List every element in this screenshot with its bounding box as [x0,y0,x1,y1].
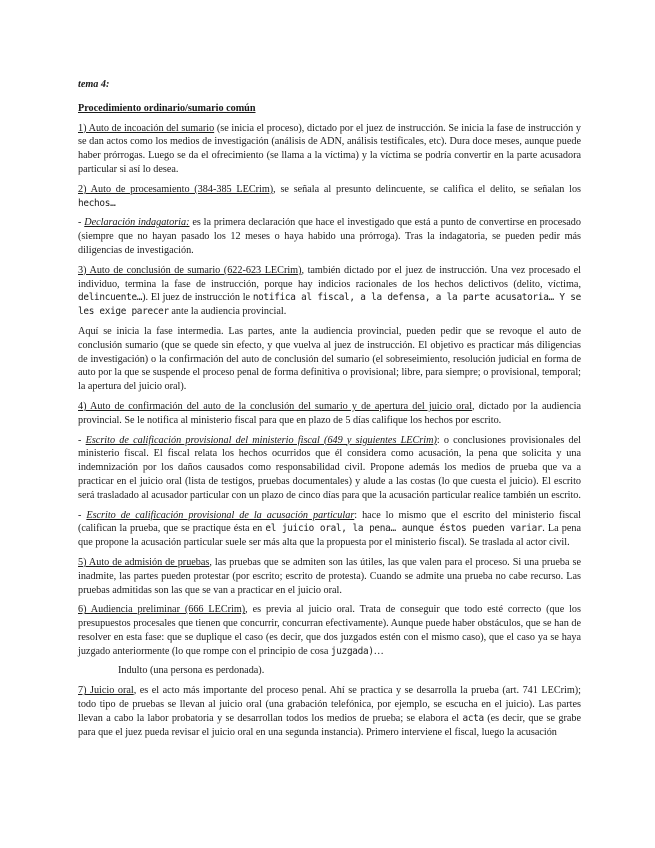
paragraph-text: : hace lo mismo que el escrito del ministerio fiscal (califican la prueba, que se practique ésta en [78,509,581,535]
paragraph-escrito-acusacion [78,509,581,550]
mono-text: juzgada) [330,645,374,657]
paragraph-text: , es previa al juicio oral. Trata de conseguir que todo esté correcto (que los presupuestos procesales que tienen que concurrir, concurran efectivamente). Aunque puede haber obstáculos, que se han de resolver en esta fase: que se duplique el caso (es decir, que dos juzgados estén con el mismo caso), que el caso ya se haya juzgado anteriormente (lo que rompe con el principio de cosa [78,604,581,657]
paragraph-text: . La pena que propone la acusación particular suele ser más alta que la propuesta por el ministerio fiscal). Se traslada al actor civil. [78,523,581,549]
paragraph-audiencia-preliminar [78,603,581,658]
document-page [78,78,581,745]
paragraph-text: … [373,645,384,657]
sub-label: Escrito de calificación provisional de la acusación particular [86,509,355,521]
paragraph-auto-conclusion [78,264,581,319]
paragraph-fase-intermedia: Aquí se inicia la fase intermedia. Las partes, ante la audiencia provincial, pueden pedir que se revoque el auto de conclusión sumario (que se quede sin efecto, y que vuelva al juez de instrucción. El objetivo es practicar más diligencias de investigación) o la confirmación del auto de conclusión del sumario (el sobreseimiento, resolución judicial en forma de auto por la que se suspende el proceso penal de forma definitiva o provisional; libre, para siempre; o provisional, temporal; la apertura del juicio oral). [78,325,581,393]
paragraph-text: , es el acto más importante del proceso penal. Ahí se practica y se desarrolla la prueba (art. 741 LECrim); todo tipo de pruebas se llevan al juicio oral (una grabación telefónica, por ejemplo, se escucha en el juicio). Las partes llevan a cabo la labor probatoria y se desarrollan todos los medios de prueba; se elabora el [78,685,581,724]
paragraph-auto-procesamiento [78,183,581,211]
dash: - [78,509,87,521]
document-title: tema 4: [78,79,110,90]
mono-text: el juicio oral, la pena… aunque éstos pueden variar [265,523,543,535]
paragraph-admision-pruebas [78,556,581,597]
section-heading: Procedimiento ordinario/sumario común [78,102,256,114]
paragraph-auto-incoacion [78,122,581,177]
mono-text: hechos… [78,197,116,209]
paragraph-text: , dictado por la audiencia provincial. Se le notifica al ministerio fiscal para que en plazo de 5 días califique los hechos por escrito. [78,400,581,426]
paragraph-text: (se inicia el proceso), dictado por el juez de instrucción. Se inicia la fase de instrucción y se dan actos como los medios de investigación (análisis de ADN, análisis testificales, etc). Dura doce meses, aunque puede haber prórrogas. Luego se da el ofrecimiento (se llama a la víctima) y la víctima se podría convertir en la parte acusadora particular si así lo desea. [78,122,581,175]
paragraph-auto-confirmacion [78,400,581,428]
step-label: 1) Auto de incoación del sumario [78,122,215,134]
step-label: 3) Auto de conclusión de sumario (622-623 LECrim) [78,264,302,276]
mono-text: notifica al fiscal, a la defensa, a la parte acusatoria… Y se les exige parecer [78,292,581,318]
paragraph-text: ). El juez de instrucción le [142,292,253,304]
step-label: 6) Audiencia preliminar (666 LECrim) [78,604,246,616]
paragraph-text: ante la audiencia provincial. [168,306,287,318]
step-label: 5) Auto de admisión de pruebas [78,556,210,568]
dash: - [78,434,86,446]
paragraph-text: , se señala al presunto delincuente, se califica el delito, se señalan los [273,183,581,195]
paragraph-text: , también dictado por el juez de instrucción. Una vez procesado el individuo, termina la fase de instrucción, porque hay indicios racionales de los hechos delictivos (delito, víctima, [78,264,581,290]
paragraph-indulto: Indulto (una persona es perdonada). [118,665,265,677]
step-label: 7) Juicio oral [78,685,134,697]
sub-label: Declaración indagatoria: [84,217,190,229]
mono-text: acta [462,712,484,724]
step-label: 4) Auto de confirmación del auto de la conclusión del sumario y de apertura del juicio oral [78,400,473,412]
dash: - [78,217,85,229]
step-label: 2) Auto de procesamiento (384-385 LECrim) [78,183,274,195]
paragraph-declaracion-indagatoria [78,216,581,257]
paragraph-text: (es decir, que se grabe para que el juez pueda revisar el juicio oral en una segunda instancia). Primero interviene el fiscal, luego la acusación [78,712,581,738]
paragraph-text: , las pruebas que se admiten son las útiles, las que valen para el proceso. Si una prueba se inadmite, las partes pueden protestar (por escrito; escrito de protesta). Cuando se admite una prueba no cabe recurso. Las pruebas admitidas son las que se van a practicar en el juicio oral. [78,556,581,596]
paragraph-text: : o conclusiones provisionales del ministerio fiscal. El fiscal relata los hechos ocurridos que él considera como acusación, la pena que solicita y una indemnización por los daños causados como responsabilidad civil. Propone además los medios de prueba que va a practicar en el juicio oral (lista de testigos, pruebas documentales) y alude a las costas (lo que cuesta el juicio). El escrito será trasladado al acusador particular con un plazo de cinco días para que la acusación particular realice también un escrito. [78,434,581,501]
paragraph-escrito-fiscal [78,434,581,503]
paragraph-juicio-oral [78,684,581,739]
paragraph-text: es la primera declaración que hace el investigado que está a punto de convertirse en procesado (siempre que no hayan pasado los 12 meses o haya habido una prórroga). Tras la indagatoria, se pueden pedir más diligencias de investigación. [78,217,581,256]
mono-text: delincuente… [78,292,143,304]
sub-label: Escrito de calificación provisional del ministerio fiscal (649 y siguientes LECrim) [85,434,437,446]
